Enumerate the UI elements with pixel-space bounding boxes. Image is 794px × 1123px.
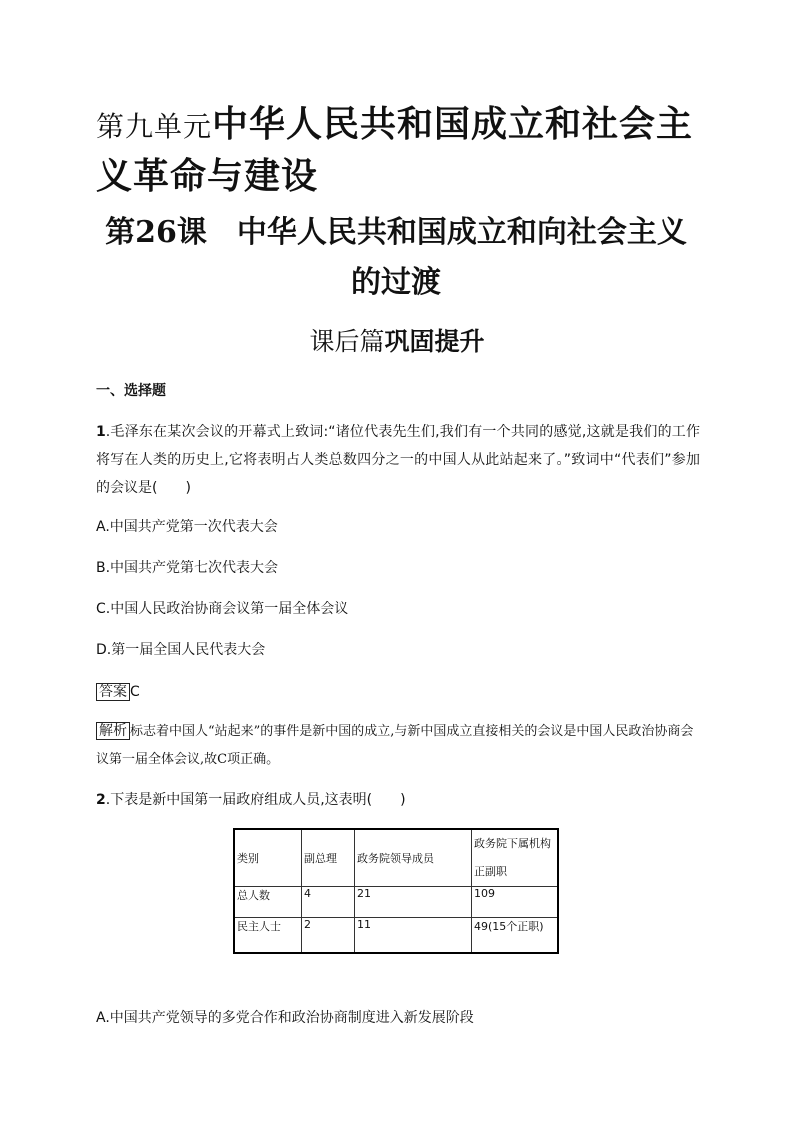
answer-tag: 答案 [96, 683, 130, 701]
question-1-analysis [96, 718, 700, 774]
question-1-option-a: A.中国共产党第一次代表大会 [96, 519, 278, 535]
question-1-number: 1 [96, 424, 106, 440]
question-type-heading: 一、选择题 [96, 383, 166, 399]
table-cell: 2 [302, 918, 355, 954]
table-header-cell: 副总理 [302, 829, 355, 887]
section-title-bold: 巩固提升 [384, 327, 485, 356]
question-1-option-d: D.第一届全国人民代表大会 [96, 642, 266, 658]
question-2-number: 2 [96, 792, 106, 808]
answer-value: C [130, 684, 140, 700]
question-2-text [96, 786, 700, 814]
unit-title [96, 100, 696, 202]
table-cell: 21 [355, 887, 472, 918]
question-1-answer [96, 683, 140, 701]
unit-title-prefix: 第九单元 [96, 110, 213, 143]
question-1-text [96, 418, 700, 502]
lesson-title [96, 208, 696, 308]
lesson-number: 第26课 [105, 215, 207, 250]
section-title-prefix: 课后篇 [309, 327, 385, 356]
table-cell: 民主人士 [234, 918, 302, 954]
section-title [96, 322, 698, 362]
table-header-cell: 政务院领导成员 [355, 829, 472, 887]
government-members-table [233, 828, 559, 954]
table-cell: 4 [302, 887, 355, 918]
unit-title-main: 中华人民共和国成立和社会主义革命与建设 [96, 104, 694, 197]
table-cell: 11 [355, 918, 472, 954]
analysis-text: 标志着中国人“站起来”的事件是新中国的成立,与新中国成立直接相关的会议是中国人民政治协商会议第一届全体会议,故C项正确。 [96, 724, 694, 767]
question-2-option-a: A.中国共产党领导的多党合作和政治协商制度进入新发展阶段 [96, 1010, 474, 1026]
table-header-cell: 类别 [234, 829, 302, 887]
table-header-cell: 政务院下属机构正副职 [472, 829, 559, 887]
table-header-row [234, 829, 558, 887]
table-cell: 109 [472, 887, 559, 918]
table-cell: 49(15个正职) [472, 918, 559, 954]
analysis-tag: 解析 [96, 722, 130, 740]
question-1-option-b: B.中国共产党第七次代表大会 [96, 560, 279, 576]
question-1-stem: .毛泽东在某次会议的开幕式上致词:“诸位代表先生们,我们有一个共同的感觉,这就是我们的工作将写在人类的历史上,它将表明占人类总数四分之一的中国人从此站起来了。”致词中“代表们”参加的会议是( ) [96, 424, 700, 496]
table-cell: 总人数 [234, 887, 302, 918]
question-2-stem: .下表是新中国第一届政府组成人员,这表明( ) [105, 792, 406, 808]
table-row [234, 887, 558, 918]
lesson-title-main: 中华人民共和国成立和向社会主义的过渡 [236, 215, 687, 300]
table-row [234, 918, 558, 954]
question-1-option-c: C.中国人民政治协商会议第一届全体会议 [96, 601, 349, 617]
